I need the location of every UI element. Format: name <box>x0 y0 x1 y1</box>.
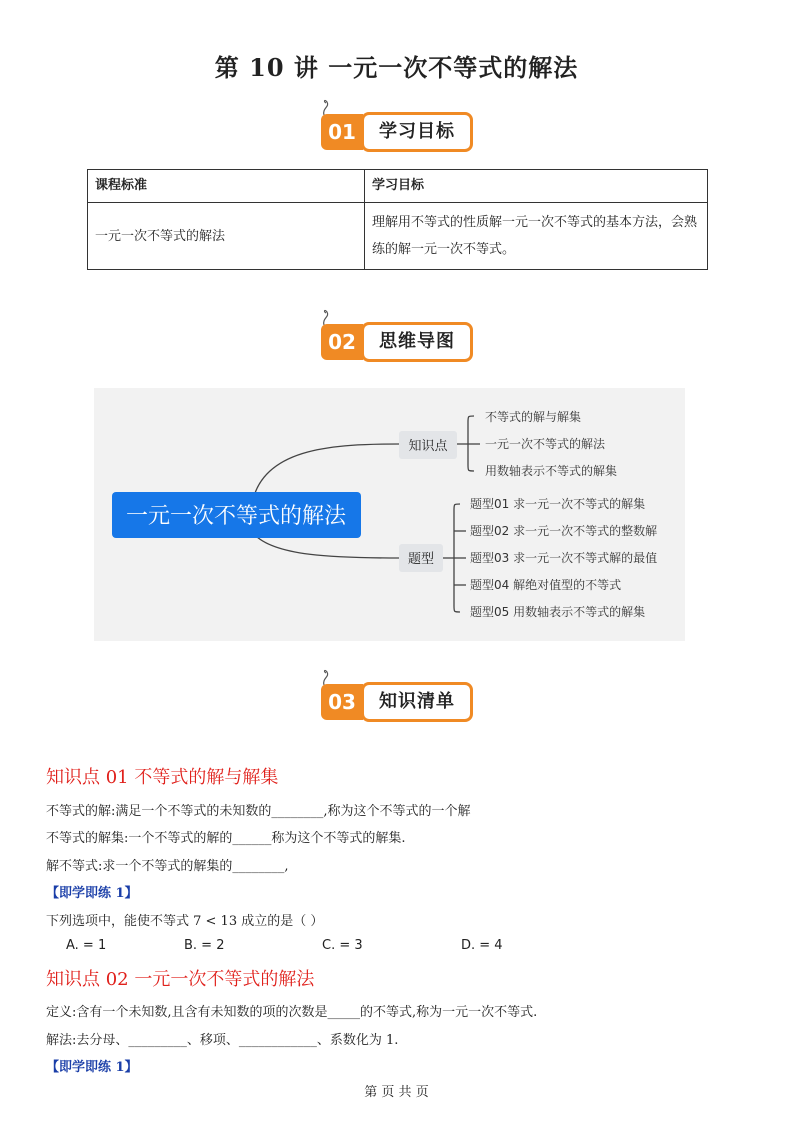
badge-label: 知识清单 <box>361 682 473 722</box>
option-b: B. = 2 <box>184 938 225 953</box>
root-label: 一元一次不等式的解法 <box>125 504 347 529</box>
practice-label: 【即学即练 1】 <box>46 1060 138 1075</box>
option-d: D. = 4 <box>461 938 503 953</box>
page-footer: 第 页 共 页 <box>364 1085 429 1100</box>
section-badge-03 <box>321 680 471 724</box>
knowledge-item: 一元一次不等式的解法 <box>485 437 606 451</box>
badge-number: 02 <box>321 324 363 360</box>
badge-label: 思维导图 <box>361 322 473 362</box>
table-row <box>88 203 708 270</box>
text-line: 定义:含有一个未知数,且含有未知数的项的次数是_____的不等式,称为一元一次不等式. <box>46 1005 538 1020</box>
branch-label-types: 题型 <box>407 552 435 567</box>
knowledge-item: 用数轴表示不等式的解集 <box>485 464 618 478</box>
goals-table <box>87 169 708 270</box>
section-heading-01: 知识点 01 不等式的解与解集 <box>46 767 279 788</box>
badge-number: 03 <box>321 684 363 720</box>
text-line: 解不等式:求一个不等式的解集的________, <box>46 859 289 874</box>
section-badge-01 <box>321 110 471 154</box>
cell-standard: 一元一次不等式的解法 <box>88 203 365 270</box>
type-item: 题型01 求一元一次不等式的解集 <box>470 497 646 511</box>
type-item: 题型03 求一元一次不等式解的最值 <box>470 551 658 565</box>
branch-label-knowledge: 知识点 <box>408 439 448 454</box>
knowledge-item: 不等式的解与解集 <box>485 410 582 424</box>
badge-label: 学习目标 <box>361 112 473 152</box>
text-line: 不等式的解:满足一个不等式的未知数的________,称为这个不等式的一个解 <box>46 804 471 819</box>
practice-label: 【即学即练 1】 <box>46 886 138 901</box>
header-learning-goal: 学习目标 <box>365 170 708 203</box>
table-header-row <box>88 170 708 203</box>
type-item: 题型05 用数轴表示不等式的解集 <box>470 605 646 619</box>
connector-root-knowledge <box>254 444 399 496</box>
header-course-standard: 课程标准 <box>88 170 365 203</box>
cell-goal: 理解用不等式的性质解一元一次不等式的基本方法，会熟练的解一元一次不等式。 <box>365 203 708 270</box>
page-title: 第 10 讲 一元一次不等式的解法 <box>214 53 579 82</box>
badge-number: 01 <box>321 114 363 150</box>
section-heading-02: 知识点 02 一元一次不等式的解法 <box>46 969 315 990</box>
option-c: C. = 3 <box>322 938 363 953</box>
text-line: 不等式的解集:一个不等式的解的______称为这个不等式的解集. <box>46 831 406 846</box>
mind-map <box>94 388 685 641</box>
option-a: A. = 1 <box>66 938 107 953</box>
type-item: 题型04 解绝对值型的不等式 <box>470 578 622 592</box>
section-badge-02 <box>321 320 471 364</box>
type-item: 题型02 求一元一次不等式的整数解 <box>470 524 658 538</box>
question-text: 下列选项中，能使不等式 7 < 13 成立的是（ ） <box>46 914 324 929</box>
text-line: 解法:去分母、_________、移项、____________、系数化为 1. <box>46 1033 399 1048</box>
